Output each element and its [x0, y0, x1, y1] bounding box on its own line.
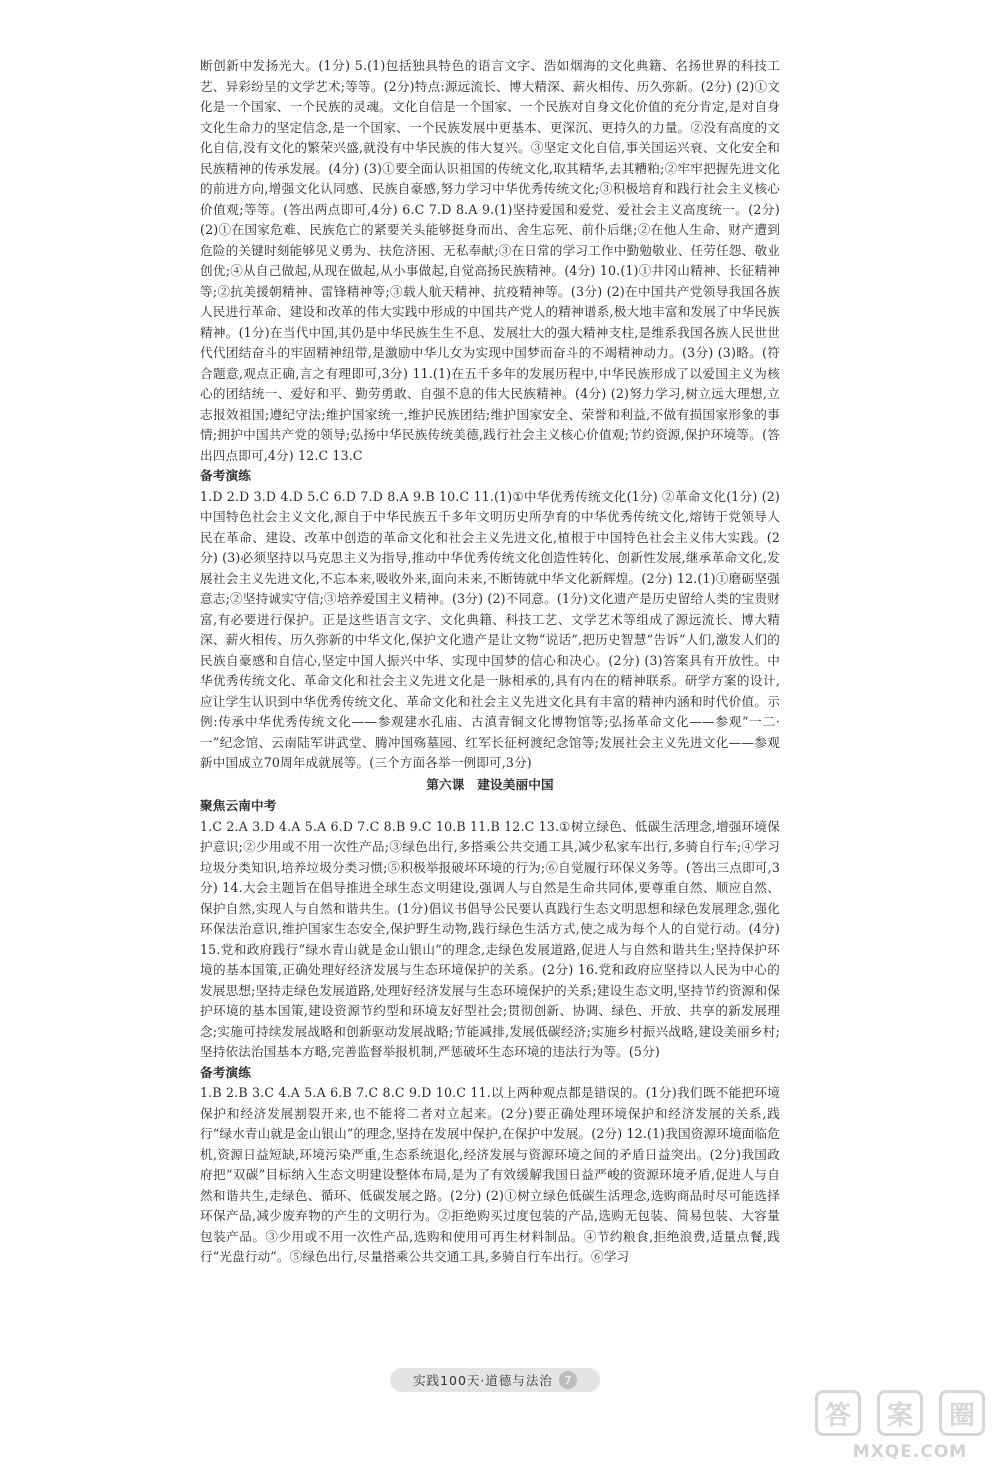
- answer-paragraph-practice5: 1.D 2.D 3.D 4.D 5.C 6.D 7.D 8.A 9.B 10.C 11.(1)①中华优秀传统文化(1分) ②革命文化(1分) (2)中国特色社会主义文化,源自于中华民族五千多年文明历史所孕育的中华优秀传统文化,熔铸于党领导人民在革命、建设、改革中创造的革命文化和社会主义先进文化,植根于中国特色社会主义伟大实践。(2分) (3)必须坚持以马克思主义为指导,推动中华优秀传统文化创造性转化、创新性发展,继承革命文化,发展社会主义先进文化,不忘本来,吸收外来,面向未来,不断铸就中华文化新辉煌。(2分) 12.(1)①磨砺坚强意志;②坚持诚实守信;③培养爱国主义精神。(3分) (2)不同意。(1分)文化遗产是历史留给人类的宝贵财富,有必要进行保护。正是这些语言文字、文化典籍、科技工艺、文学艺术等组成了源远流长、博大精深、薪火相传、历久弥新的中华文化,保护文化遗产是让文物“说话”,把历史智慧“告诉”人们,激发人们的民族自豪感和自信心,坚定中国人振兴中华、实现中国梦的信心和决心。(2分) (3)答案具有开放性。中华优秀传统文化、革命文化和社会主义先进文化是一脉相承的,具有内在的精神联系。研学方案的设计,应让学生认识到中华优秀传统文化、革命文化和社会主义先进文化具有丰富的精神内涵和时代价值。示例:传承中华优秀传统文化——参观建水孔庙、古滇青铜文化博物馆等;弘扬革命文化——参观“一二·一”纪念馆、云南陆军讲武堂、腾冲国殇墓园、红军长征柯渡纪念馆等;发展社会主义先进文化——参观新中国成立70周年成就展等。(三个方面各举一例即可,3分): [200, 488, 780, 770]
- page-number: 7: [559, 1371, 577, 1389]
- section-heading-yunnan-exam: 聚焦云南中考: [200, 798, 277, 813]
- section-heading-practice-6: 备考演练: [200, 1064, 251, 1080]
- answer-key-page: [200, 56, 780, 1268]
- watermark-char-1: 答: [815, 1390, 861, 1436]
- footer-label: 实践100天·道德与法治: [413, 1373, 553, 1388]
- answer-paragraph-yunnan-exam: 1.C 2.A 3.D 4.A 5.A 6.D 7.C 8.B 9.C 10.B 11.B 12.C 13.①树立绿色、低碳生活理念,增强环境保护意识;②少用或不用一次性产品;③绿色出行,多搭乘公共交通工具,减少私家车出行,多骑自行车;④学习垃圾分类知识,培养垃圾分类习惯;⑤积极举报破坏环境的行为;⑥自觉履行环保义务等。(答出三点即可,3分) 14.大会主题旨在倡导推进全球生态文明建设,强调人与自然是生命共同体,要尊重自然、顺应自然、保护自然,实现人与自然和谐共生。(1分)倡议书倡导公民要认真践行生态文明思想和绿色发展理念,强化环保法治意识,维护国家生态安全,保护野生动物,践行绿色生活方式,使之成为每个人的自觉行动。(4分) 15.党和政府践行“绿水青山就是金山银山”的理念,走绿色发展道路,促进人与自然和谐共生;坚持保护环境的基本国策,正确处理好经济发展与生态环境保护的关系。(2分) 16.党和政府应坚持以人民为中心的发展思想;坚持走绿色发展道路,处理好经济发展与生态环境保护的关系;建设生态文明,坚持节约资源和保护环境的基本国策,建设资源节约型和环境友好型社会;贯彻创新、协调、绿色、开放、共享的新发展理念;实施可持续发展战略和创新驱动发展战略;节能减排,发展低碳经济;实施乡村振兴战略,建设美丽乡村;坚持依法治国基本方略,完善监督举报机制,严惩破坏生态环境的违法行为等。(5分): [200, 818, 780, 1059]
- answer-paragraph-practice6: 1.B 2.B 3.C 4.A 5.A 6.B 7.C 8.C 9.D 10.C 11.以上两种观点都是错误的。(1分)我们既不能把环境保护和经济发展割裂开来,也不能将二者对立起来。(2分)要正确处理环境保护和经济发展的关系,践行“绿水青山就是金山银山”的理念,坚持在发展中保护,在保护中发展。(2分) 12.(1)我国资源环境面临危机,资源日益短缺,环境污染严重,生态系统退化,经济发展与资源环境之间的矛盾日益突出。(2分)我国政府把“双碳”目标纳入生态文明建设整体布局,是为了有效缓解我国日益严峻的资源环境矛盾,促进人与自然和谐共生,走绿色、循环、低碳发展之路。(2分) (2)①树立绿色低碳生活理念,选购商品时尽可能选择环保产品,减少废弃物的产生的文明行为。②拒绝购买过度包装的产品,选购无包装、简易包装、大容量包装产品。③少用或不用一次性产品,选购和使用可再生材料制品。④节约粮食,拒绝浪费,适量点餐,践行“光盘行动”。⑤绿色出行,尽量搭乘公共交通工具,多骑自行车出行。⑥学习: [200, 1085, 780, 1264]
- section-heading-practice: 备考演练: [200, 468, 251, 483]
- watermark-char-3: 圈: [939, 1390, 985, 1436]
- page-footer: [390, 1368, 600, 1392]
- watermark-char-2: 案: [877, 1390, 923, 1436]
- watermark-url: MXQE.COM: [852, 1442, 968, 1462]
- lesson-title: 第六课 建设美丽中国: [426, 776, 554, 792]
- answer-paragraph-lesson5: 断创新中发扬光大。(1分) 5.(1)包括独具特色的语言文字、浩如烟海的文化典籍、名扬世界的科技工艺、异彩纷呈的文学艺术;等等。(2分)特点:源远流长、博大精深、薪火相传、历久弥新。(2分) (2)①文化是一个国家、一个民族的灵魂。文化自信是一个国家、一个民族对自身文化价值的充分肯定,是对自身文化生命力的坚定信念,是一个国家、一个民族发展中更基本、更深沉、更持久的力量。②没有高度的文化自信,没有文化的繁荣兴盛,就没有中华民族的伟大复兴。③坚定文化自信,事关国运兴衰、文化安全和民族精神的传承发展。(4分) (3)①要全面认识祖国的传统文化,取其精华,去其糟粕;②牢牢把握先进文化的前进方向,增强文化认同感、民族自豪感,努力学习中华优秀传统文化;③积极培育和践行社会主义核心价值观;等等。(答出两点即可,4分) 6.C 7.D 8.A 9.(1)坚持爱国和爱党、爱社会主义高度统一。(2分) (2)①在国家危难、民族危亡的紧要关头能够挺身而出、舍生忘死、前仆后继;②在他人生命、财产遭到危险的关键时刻能够见义勇为、扶危济困、无私奉献;③在日常的学习工作中勤勉敬业、任劳任怨、敬业创优;④从自己做起,从现在做起,从小事做起,自觉高扬民族精神。(4分) 10.(1)①井冈山精神、长征精神等;②抗美援朝精神、雷锋精神等;③载人航天精神、抗疫精神等。(3分) (2)在中国共产党领导我国各族人民进行革命、建设和改革的伟大实践中形成的中国共产党人的精神谱系,极大地丰富和发展了中华民族精神。(1分)在当代中国,其仍是中华民族生生不息、发展壮大的强大精神支柱,是维系我国各族人民世世代代团结奋斗的牢固精神纽带,是激励中华儿女为实现中国梦而奋斗的不竭精神动力。(3分) (3)略。(符合题意,观点正确,言之有理即可,3分) 11.(1)在五千多年的发展历程中,中华民族形成了以爱国主义为核心的团结统一、爱好和平、勤劳勇敢、自强不息的伟大民族精神。(4分) (2)努力学习,树立远大理想,立志报效祖国;遵纪守法;维护国家统一,维护民族团结;维护国家安全、荣誉和利益,不做有损国家形象的事情;拥护中国共产党的领导;弘扬中华民族传统美德,践行社会主义核心价值观;节约资源,保护环境等。(答出四点即可,4分) 12.C 13.C: [200, 58, 780, 463]
- watermark-logo: [815, 1385, 985, 1441]
